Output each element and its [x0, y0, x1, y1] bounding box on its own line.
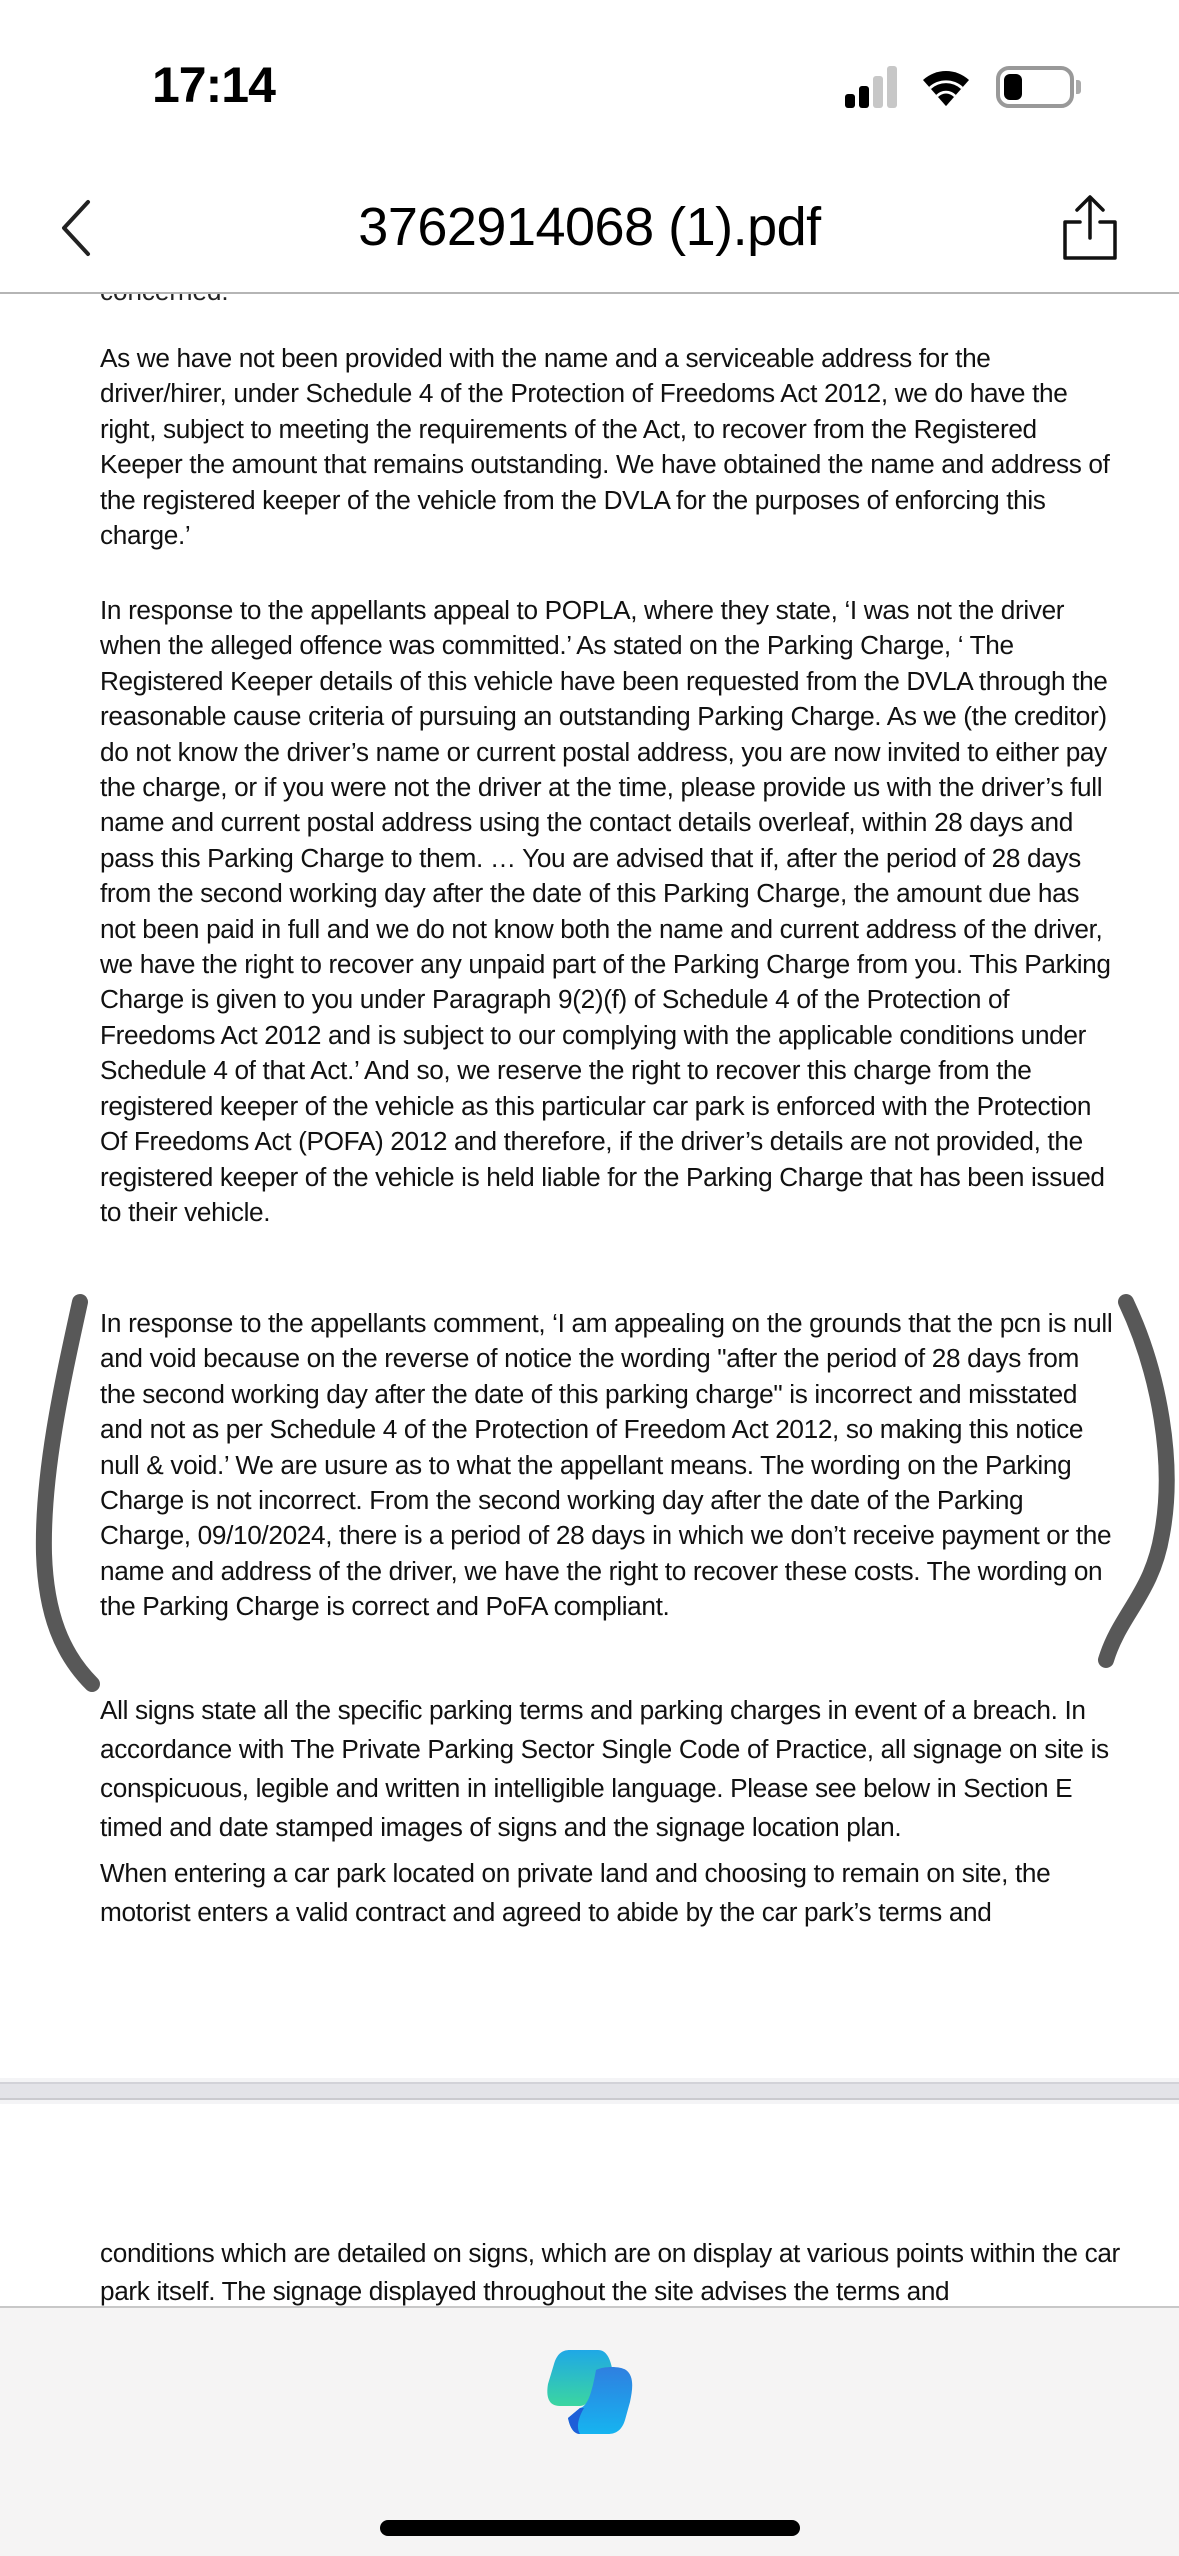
copilot-button[interactable]: [540, 2348, 640, 2438]
paragraph-2: In response to the appellants appeal to POPLA, where they state, ‘I was not the driver when the alleged offence was committed.’ As stated on the Parking Charge, ‘ The Registered Keeper details of this vehicle have been requested from the DVLA through the reasonable cause criteria of pursuing an outstanding Parking Charge. As we (the creditor) do not know the driver’s name or current postal address, you are now invited to either pay the charge, or if you were not the driver at the time, please provide us with the driver’s full name and current postal address using the contact details overleaf, within 28 days and pass this Parking Charge to them. … You are advised that if, after the period of 28 days from the second working day after the date of this Parking Charge, the amount due has not been paid in full and we do not know both the name and current address of the driver, we have the right to recover any unpaid part of the Parking Charge from you. This Parking Charge is given to you under Paragraph 9(2)(f) of Schedule 4 of the Protection of Freedoms Act 2012 and is subject to our complying with the applicable conditions under Schedule 4 of that Act.’ And so, we reserve the right to recover this charge from the registered keeper of the vehicle as this particular car park is enforced with the Protection Of Freedoms Act (POFA) 2012 and therefore, if the driver’s details are not provided, the registered keeper of the vehicle is held liable for the Parking Charge that has been issued to their vehicle.: [100, 595, 1111, 1227]
pdf-viewer-page-2[interactable]: [0, 2104, 1179, 2308]
home-indicator[interactable]: [380, 2520, 800, 2536]
document-title: 3762914068 (1).pdf: [358, 197, 821, 257]
battery-icon: [996, 66, 1074, 108]
left-bracket-annotation-icon: [22, 1294, 112, 1694]
status-bar: [0, 0, 1179, 150]
paragraph-1: As we have not been provided with the name and a serviceable address for the driver/hirer, under Schedule 4 of the Protection of Freedoms Act 2012, we do have the right, subject to meeting the requirements of the Act, to recover from the Registered Keeper the amount that remains outstanding. We have obtained the name and address of the registered keeper of the vehicle from the DVLA for the purposes of enforcing this charge.’: [100, 343, 1110, 551]
paragraph-3-bracketed: In response to the appellants comment, ‘I am appealing on the grounds that the pcn is null and void because on the reverse of notice the wording "after the period of 28 days from the second working day after the date of this parking charge" is incorrect and misstated and not as per Schedule 4 of the Protection of Freedom Act 2012, so making this notice null & void.’ We are usure as to what the appellant means. The wording on the Parking Charge is not incorrect. From the second working day after the date of the Parking Charge, 09/10/2024, there is a period of 28 days in which we don’t receive payment or the name and address of the driver, we have the right to recover these costs. The wording on the Parking Charge is correct and PoFA compliant.: [100, 1308, 1113, 1622]
status-time: 17:14: [152, 57, 275, 113]
next-page-paragraph: conditions which are detailed on signs, which are on display at various points within the car park itself. The signage displayed throughout the site advises the terms and: [100, 2238, 1120, 2306]
pdf-viewer-page[interactable]: [0, 294, 1179, 2084]
paragraph-5: When entering a car park located on private land and choosing to remain on site, the motorist enters a valid contract and agreed to abide by the car park’s terms and: [100, 1858, 1051, 1927]
cellular-signal-icon: [845, 68, 905, 108]
paragraph-4: All signs state all the specific parking terms and parking charges in event of a breach. In accordance with The Private Parking Sector Single Code of Practice, all signage on site is conspicuous, legible and written in intelligible language. Please see below in Section E timed and date stamped images of signs and the signage location plan.: [100, 1695, 1109, 1842]
page-divider: [0, 2078, 1179, 2104]
wifi-icon: [920, 66, 972, 108]
bottom-toolbar: [0, 2306, 1179, 2556]
battery-cap: [1076, 80, 1081, 94]
nav-bar: [0, 150, 1179, 294]
share-icon: [1060, 192, 1120, 264]
right-bracket-annotation-icon: [1060, 1294, 1179, 1694]
copilot-icon: [540, 2348, 640, 2438]
share-button[interactable]: [1060, 192, 1120, 264]
